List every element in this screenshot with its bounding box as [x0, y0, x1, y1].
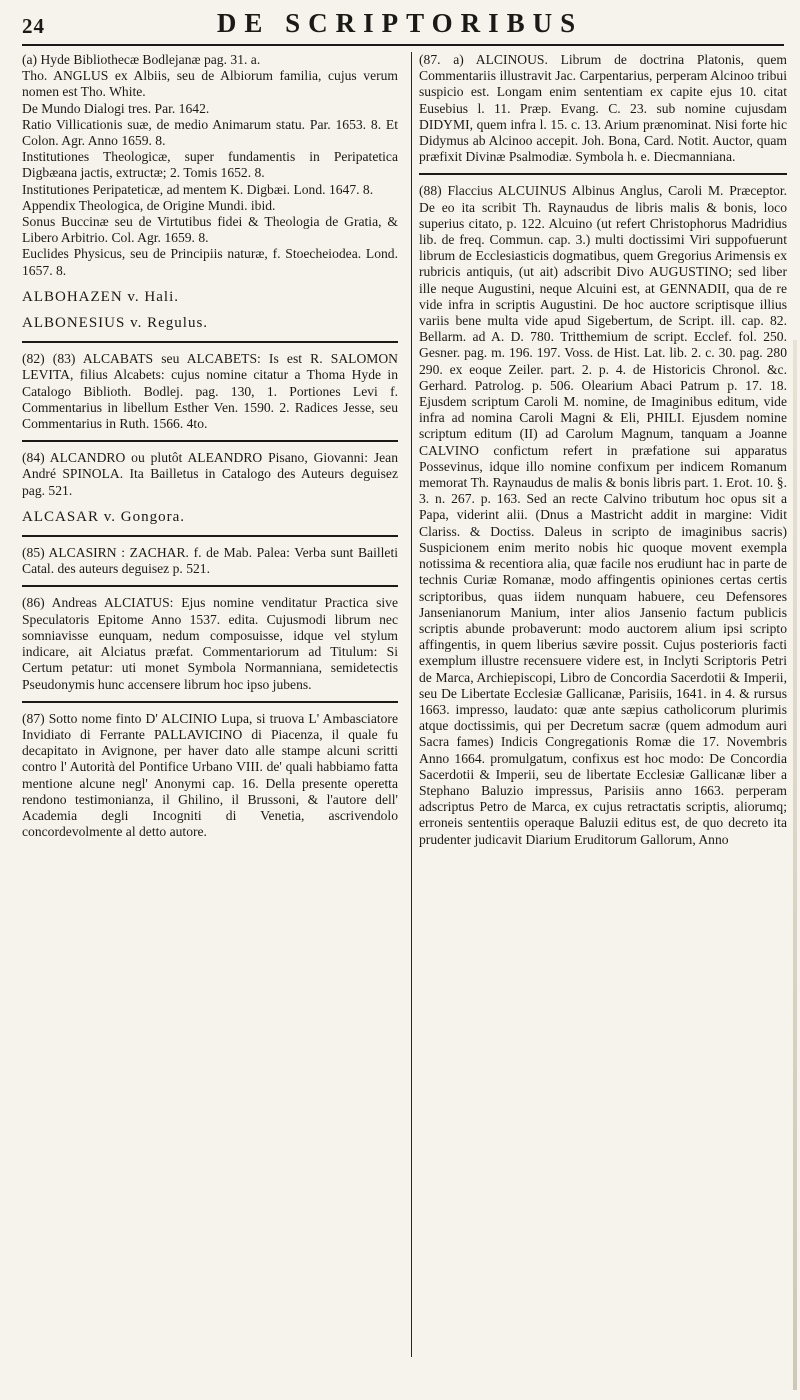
- left-entry: Tho. ANGLUS ex Albiis, seu de Albiorum familia, cujus verum nomen est Tho. White.: [22, 68, 398, 100]
- left-entry: De Mundo Dialogi tres. Par. 1642.: [22, 100, 210, 116]
- right-entry: (87. a) ALCINOUS. Librum de doctrina Platonis, quem Commentariis illustravit Jac. Carpentarius, perperam Alcinoo tribui suspicio est. Longam enim sententiam ex capite ejus 10. citat Eusebius l. 11. Præp. Evang. C. 23. sub nomine cujusdam DIDYMI, quem infra l. 15. c. 13. Arium prænominat. Nisi forte hic Didymus ab Alcinoo accepit. Joh. Bona, Card. Notit. Auctor, quam præfixit Divinæ Psalmodiæ. Symbola h. e. Diecmanniana.: [419, 52, 787, 165]
- left-entry: (86) Andreas ALCIATUS: Ejus nomine venditatur Practica sive Speculatoris Epitome Anno 1537. edita. Cujusmodi librum nec somniavisse eunquam, nedum composuisse, idque vel stylum indicare, ait Alciatus præfat. Commentariorum ad Titulum: Si Certum petatur: uti monet Symbola Normanniana, semidetectis Pseudonymis hunc accensere librum hoc ipso jubens.: [22, 595, 398, 692]
- left-entry: Institutiones Peripateticæ, ad mentem K. Digbæi. Lond. 1647. 8.: [22, 181, 374, 197]
- entry-separator: [22, 535, 398, 537]
- left-entry: Euclides Physicus, seu de Principiis naturæ, f. Stoecheiodea. Lond. 1657. 8.: [22, 246, 398, 278]
- left-entry: (82) (83) ALCABATS seu ALCABETS: Is est R. SALOMON LEVITA, filius Alcabets: cujus nomine citatur a Thoma Hyde in Catalogo Biblioth. Bodlej. pag. 130, 1. Portiones Levi f. Commentarius in libellum Esther Ven. 1590. 2. Radices Jesse, seu Commentarius in Ruth. 1566. 4to.: [22, 351, 398, 432]
- right-column: [419, 52, 787, 848]
- page-number: 24: [22, 14, 45, 38]
- entry-separator: [22, 440, 398, 442]
- entry-separator: [419, 173, 787, 175]
- entry-separator: [22, 585, 398, 587]
- column-rule: [411, 52, 412, 1357]
- left-entry: (87) Sotto nome finto D' ALCINIO Lupa, si truova L' Ambasciatore Invidiato di Ferrante PALLAVICINO di Piacenza, il quale fu decapitato in Avignone, per haver dato alle stampe alcuni scritti contro l' Autorità del Pontifice Urbano VIII. de' quali habbiamo fatta mentione alcune negl' Anonymi cap. 16. Della presente operetta rendono testimonianza, il Ghilino, il Brussoni, & l'autore dell' Academia degli Incogniti di Venetia, ascrivendolo concordevolmente al detto autore.: [22, 710, 398, 840]
- header-rule: [22, 44, 784, 46]
- left-entry: Ratio Villicationis suæ, de medio Animarum statu. Par. 1653. 8. Et Colon. Agr. Anno 1659. 8.: [22, 116, 398, 149]
- left-entry: (85) ALCASIRN : ZACHAR. f. de Mab. Palea: Verba sunt Bailleti Catal. des auteurs deguisez p. 521.: [22, 545, 398, 577]
- entry-separator: [22, 701, 398, 703]
- right-entry: (88) Flaccius ALCUINUS Albinus Anglus, Caroli M. Præceptor. De eo ita scribit Th. Raynaudus de libris malis & bonis, loco superius citato, p. 122. Alcuino (ut refert Christophorus Madridius lib. de freq. Commun. cap. 3.) multi doctissimi Viri suppofuerunt librum de Ecclesiasticis dogmatibus, quem Gregorius Arimensis ex rubricis antiquis, (ut ait) adscribit Divo AUGUSTINO; sed liber ille neque Augustini, neque Alcuini est, at GENNADII, qua de re vide infra in scriptis Augustini. De hoc auctore scriptisque illius variis bene multa vide apud Sigebertum, de Script. ill. cap. 82. Bellarm. ad A. D. 780. Tritthemium de script. Ecclef. fol. 250. Gesner. pag. m. 196. 197. Voss. de Hist. Lat. lib. 2. c. 30. pag. 280 290. ex eoque Zeiler. part. 2. p. 4. de Historicis Chronol. &c. Gerhard. Patrolog. p. 506. Olearium Abaci Patrum p. 17. 18. Ejusdem scriptum Caroli M. nomine, de Imaginibus editum, vide infra ad nomina Caroli Magni & Eli, PHILI. Ejusdem nomine scriptum editum (II) ad Carolum Magnum, tanquam a Joanne CALVINO confictum refert in præfatione sui apparatus Possevinus, idque illo nomine confixum per indicem Romanum memorat Th. Raynaudus de malis & bonis libris part. 1. Erot. 10. §. 3. n. 267. p. 163. Sed an recte Calvino tributum hoc opus sit a Papa, viderint alii. (Dnus a Mastricht addit in margine: Vidit Clariss. & Doctiss. Daleus in scripto de imaginibus sacris) Suspicionem enim merito nobis hic quoque movent exempla notissima & recentiora alia, quæ facile nos erudiunt hac in parte de technis Curiæ Romanæ, modo affingentis opiniones certas certis scriptoribus, quas iidem nunquam habuere, ceu Defensores Jansenianorum Manium, inter alios Jansenio factum publicis scriptis abunde probaverunt: modo auctorem alium ipsi scripto affingentis, in quem liberius sævire possit. Cujus posterioris facti exemplum illustre recensuere videre est, in Inclyti Scriptoris Petri de Marca, Archiepiscopi, Libro de Concordia Sacerdotii & Imperii, seu De Libertate Ecclesiæ Gallicanæ, Parisiis, 1641. in 4. & rursus 1663. impresso, laudato: quæ ante sæpius catholicorum plurimis atque doctissimis, qui per Decretum sacræ (quem admodum auri Sacra fames) Indicis Congregationis Romæ die 17. Novembris Anno 1664. promulgatum, confixus est hoc modo: De Concordia Sacerdotii & Imperii, seu de libertate Ecclesiæ Gallicanæ liber a Stephano Baluzio impressus, Parisiis anno 1663. perperam adscriptus Petro de Marca, ex cujus retractatis scriptis, aliorumq; erroneis sententiis operaque Baluzii editus est, de quo decreto ita prudenter judicavit Diarium Eruditorum Gallorum, Anno: [419, 183, 787, 847]
- cross-reference-heading: ALBOHAZEN v. Hali.: [22, 288, 180, 305]
- running-head: DE SCRIPTORIBUS: [216, 8, 584, 38]
- entry-separator: [22, 341, 398, 343]
- cross-reference-heading: ALBONESIUS v. Regulus.: [22, 315, 209, 332]
- page-edge-shadow: [793, 340, 797, 1390]
- cross-reference-heading: ALCASAR v. Gongora.: [22, 508, 186, 525]
- left-entry: (84) ALCANDRO ou plutôt ALEANDRO Pisano, Giovanni: Jean André SPINOLA. Ita Bailletus in Catalogo des Auteurs deguisez pag. 521.: [22, 450, 398, 498]
- left-entry: Institutiones Theologicæ, super fundamentis in Peripatetica Digbæana jactis, extructæ; 2. Tomis 1652. 8.: [22, 149, 398, 181]
- left-entry: Appendix Theologica, de Origine Mundi. ibid.: [22, 197, 276, 213]
- left-column: [22, 52, 398, 840]
- left-entry: (a) Hyde Bibliothecæ Bodlejanæ pag. 31. a.: [22, 52, 261, 67]
- left-entry: Sonus Buccinæ seu de Virtutibus fidei & Theologia de Gratia, & Libero Arbitrio. Col. Agr. 1659. 8.: [22, 214, 398, 246]
